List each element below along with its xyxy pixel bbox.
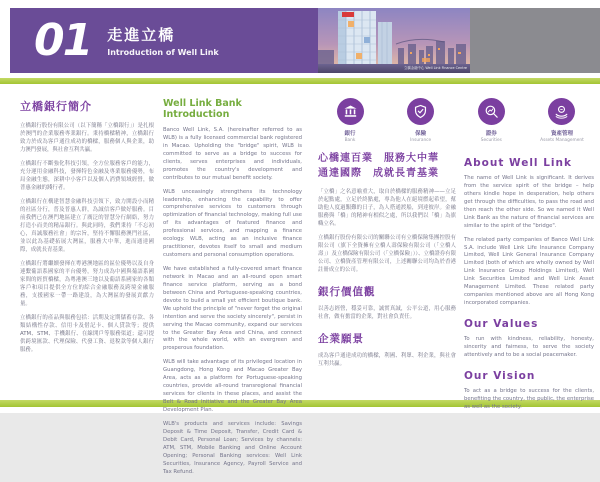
about-en-column xyxy=(464,157,594,418)
insurance-icon xyxy=(407,98,434,125)
intro-en-paragraph: WLB unceasingly strengthens its technology leadership, enhancing the capability to offer comprehensive services to customers through optimization of financial technology, making full use of its advantages of featured finance and professional services, and mapping a finance ecology. WLB, acting as an inclusive finance practitioner, devotes itself to small and medium customers and personal consumption operations. xyxy=(163,188,302,259)
vision-zh-heading: 企業願景 xyxy=(318,333,364,345)
values-en-text: To run with kindness, reliability, honesty, sincerity and fairness, to serve the society attentively and to be a social peacemaker. xyxy=(464,336,594,358)
bank-icon xyxy=(337,98,364,125)
building-photo xyxy=(318,8,470,73)
icon-item-securities xyxy=(459,98,523,143)
values-zh-text: 以善志經營，穩妥可靠，誠實真誠，公平公道，用心服務社會，做有擔當的企業，對社會負責任。 xyxy=(318,306,456,320)
assets-management-icon xyxy=(548,98,575,125)
brand-slogan xyxy=(318,151,456,181)
vision-en-text: To act as a bridge to success for the clients, benefiting the country, the public, the enterprise as well as the society. xyxy=(464,387,594,410)
intro-zh-paragraph: 立橋銀行在構建智慧金融科技引領下，致力開設小而精的社區分行，普及普惠人群，為誠信客戶做好服務。目前我們已在澳門地區建立了廣泛的智慧分行網絡，努力打造小而美的精品銀行。與此同時，我們秉持「不忘初心，真誠服務社會」的宗旨，堅持不懈服務澳門社區，並以此為基礎拓展大灣區，服務大中華，進而通達國際，成就長青基業。 xyxy=(20,199,154,253)
intro-en-paragraph: WLB will take advantage of its privileged location in Guangdong, Hong Kong and Macao Greater Bay Area, acts as a platform for Portuguese-speaking countries, provide all-round transregional financial services for clients in these places, and assist the Belt & Road Initiative and the Greater Bay Area Development Plan. xyxy=(163,359,302,413)
intro-zh-paragraph: 立橋銀行股份有限公司（以下簡稱「立橋銀行」）是扎根於澳門的企業服務專業銀行。秉持橋樑精神，立橋銀行致力於成為客戶通往成功的橋樑，服務個人與企業，助力澳門發展，與社會互利共贏。 xyxy=(20,123,154,153)
icon-item-assets xyxy=(530,98,594,143)
intro-en-heading: Well Link Bank Introduction xyxy=(163,98,242,120)
brand-zh-column xyxy=(318,151,456,374)
icon-label-zh: 銀行 xyxy=(344,131,356,137)
intro-en-paragraph: We have established a fully-covered smart finance network in Macao and an all-round open smart finance service platform, serving as a bond between China and Portuguese-speaking countries, devote to build a small yet efficient boutique bank. We uphold the principle of "never forget the original intention and serve the society sincerely", persist in serving the Macao community, expand our services to the Greater Bay Area and China, and connect with the whole world, with an evergreen and prosperous foundation. xyxy=(163,266,302,352)
securities-icon xyxy=(478,98,505,125)
brand-paragraph: 立橋銀行股份有限公司的關聯公司有立橋保險集團控股有限公司（旗下全資擁有立橋人壽保險有限公司（「立橋人壽」）及立橋保險有限公司（「立橋保險」））、立橋證券有限公司、立橋資產管理有限公司，上述關聯公司均為於香港註冊成立的公司。 xyxy=(318,235,456,273)
green-divider-top xyxy=(0,78,600,84)
intro-en-paragraph: WLB's products and services include: Savings Deposit & Time Deposit, Transfer, Credit Card & Debit Card, Personal Loan; Services by channels: ATM, STM, Mobile Banking and Online Account Opening; Personal Banking services: Well Link Securities, Insurance Agency, Payroll Service and Tax Refund. xyxy=(163,420,302,475)
section-number: 01 xyxy=(34,14,92,66)
header-band xyxy=(10,8,318,73)
page-title-zh: 走進立橋 xyxy=(107,26,176,44)
page-title-en: Introduction of Well Link xyxy=(107,48,219,57)
icon-label-en: Securities xyxy=(480,138,502,143)
intro-zh-paragraph: 立橋銀行的產品與服務包括：活期及定期儲蓄存款、各類結構性存款、信用卡及借記卡、個人貸款等；提供ATM、STM、手機銀行、在線開戶等服務渠道；還可提供跨境匯款、代理保險、代發工資、退稅款等個人銀行服務。 xyxy=(20,315,154,353)
values-en-heading: Our Values xyxy=(464,318,539,330)
intro-zh-paragraph: 立橋銀行將繼續發揮在粵港澳地區的區位優勢以及自身連繫葡語系國家的平台優勢，努力成為中國與葡語系國家間的經貿橋樑，為粵港澳三地以及葡語系國家的各類客戶和項目提供全方位的綜合金融服務及跨境金融服務，支援國家一帶一路建設，為大灣區的發展貢獻力量。 xyxy=(20,261,154,307)
gray-block xyxy=(470,8,600,73)
vision-zh-text: 成為客戶通達成功的橋樑，利國、利眾、利企業，與社會互利共贏。 xyxy=(318,353,456,367)
intro-zh-heading: 立橋銀行簡介 xyxy=(20,100,92,113)
icon-label-en: Assets Management xyxy=(540,138,584,143)
brand-paragraph: 「立橋」之名意喻重大，取自於橋樑的服務精神——立足於起點處，立足於終點處，專為他人在絕境燃起希望，幫助他人度過艱難的日子，為人搭通渡船，到達彼岸。金融服務與「橋」的精神有相似之處，所以我們以「橋」為旗幟立名。 xyxy=(318,189,456,227)
values-zh-heading: 銀行價值觀 xyxy=(318,286,376,298)
icon-label-en: Insurance xyxy=(410,138,432,143)
icon-label-zh: 證券 xyxy=(485,131,497,137)
photo-caption: 立橋金融中心 Well Link Finance Centre xyxy=(403,66,467,70)
intro-en-column xyxy=(163,98,302,482)
about-paragraph: The name of Well Link is significant. It derives from the service spirit of the bridge – help others kindle hope in desperation, help others get through the difficulties, to pass the road and then reach the other side. So we named it Well Link Bank as the nature of financial services are similar to the spirit of the "bridge". xyxy=(464,175,594,229)
intro-zh-paragraph: 立橋銀行不斷強化科技引領，全方位服務客戶的能力，充分運用金融科技，發揮特色金融及專業服務優勢，布局金融生態，深耕中小客戶以及個人消費領域經營，做普惠金融的踐行者。 xyxy=(20,161,154,191)
intro-en-paragraph: Banco Well Link, S.A. (hereinafter referred to as WLB) is a fully licensed commercial bank registered in Macao. Upholding the "bridge" spirit, WLB is committed to serve as a bridge to success for clients, serves enterprises and individuals, promotes the country's development and contributes to our mutual benefit society. xyxy=(163,127,302,181)
about-paragraph: The related party companies of Banco Well Link S.A. include Well Link Life Insurance Company Limited, Well Link General Insurance Company Limited (both of which are wholly owned by Well Link Insurance Group Holdings Limited), Well Link Securities Limited and Well Link Asset Management Limited. These related party companies mentioned above are all Hong Kong incorporated companies. xyxy=(464,236,594,307)
icon-label-zh: 保險 xyxy=(415,131,427,137)
brand-slogan-line2: 通達國際 成就長青基業 xyxy=(318,168,439,179)
building-photo-art xyxy=(318,8,470,73)
icon-label-zh: 資產管理 xyxy=(550,131,573,137)
brand-slogan-line1: 心橋連百業 服務大中華 xyxy=(318,153,439,164)
intro-zh-column xyxy=(20,98,154,360)
vision-en-heading: Our Vision xyxy=(464,369,536,382)
icon-item-insurance xyxy=(389,98,453,143)
header-titles xyxy=(107,24,219,57)
business-icons-row xyxy=(318,98,594,143)
icon-label-en: Bank xyxy=(344,138,356,143)
about-heading: About Well Link xyxy=(464,157,572,169)
icon-item-bank xyxy=(318,98,382,143)
